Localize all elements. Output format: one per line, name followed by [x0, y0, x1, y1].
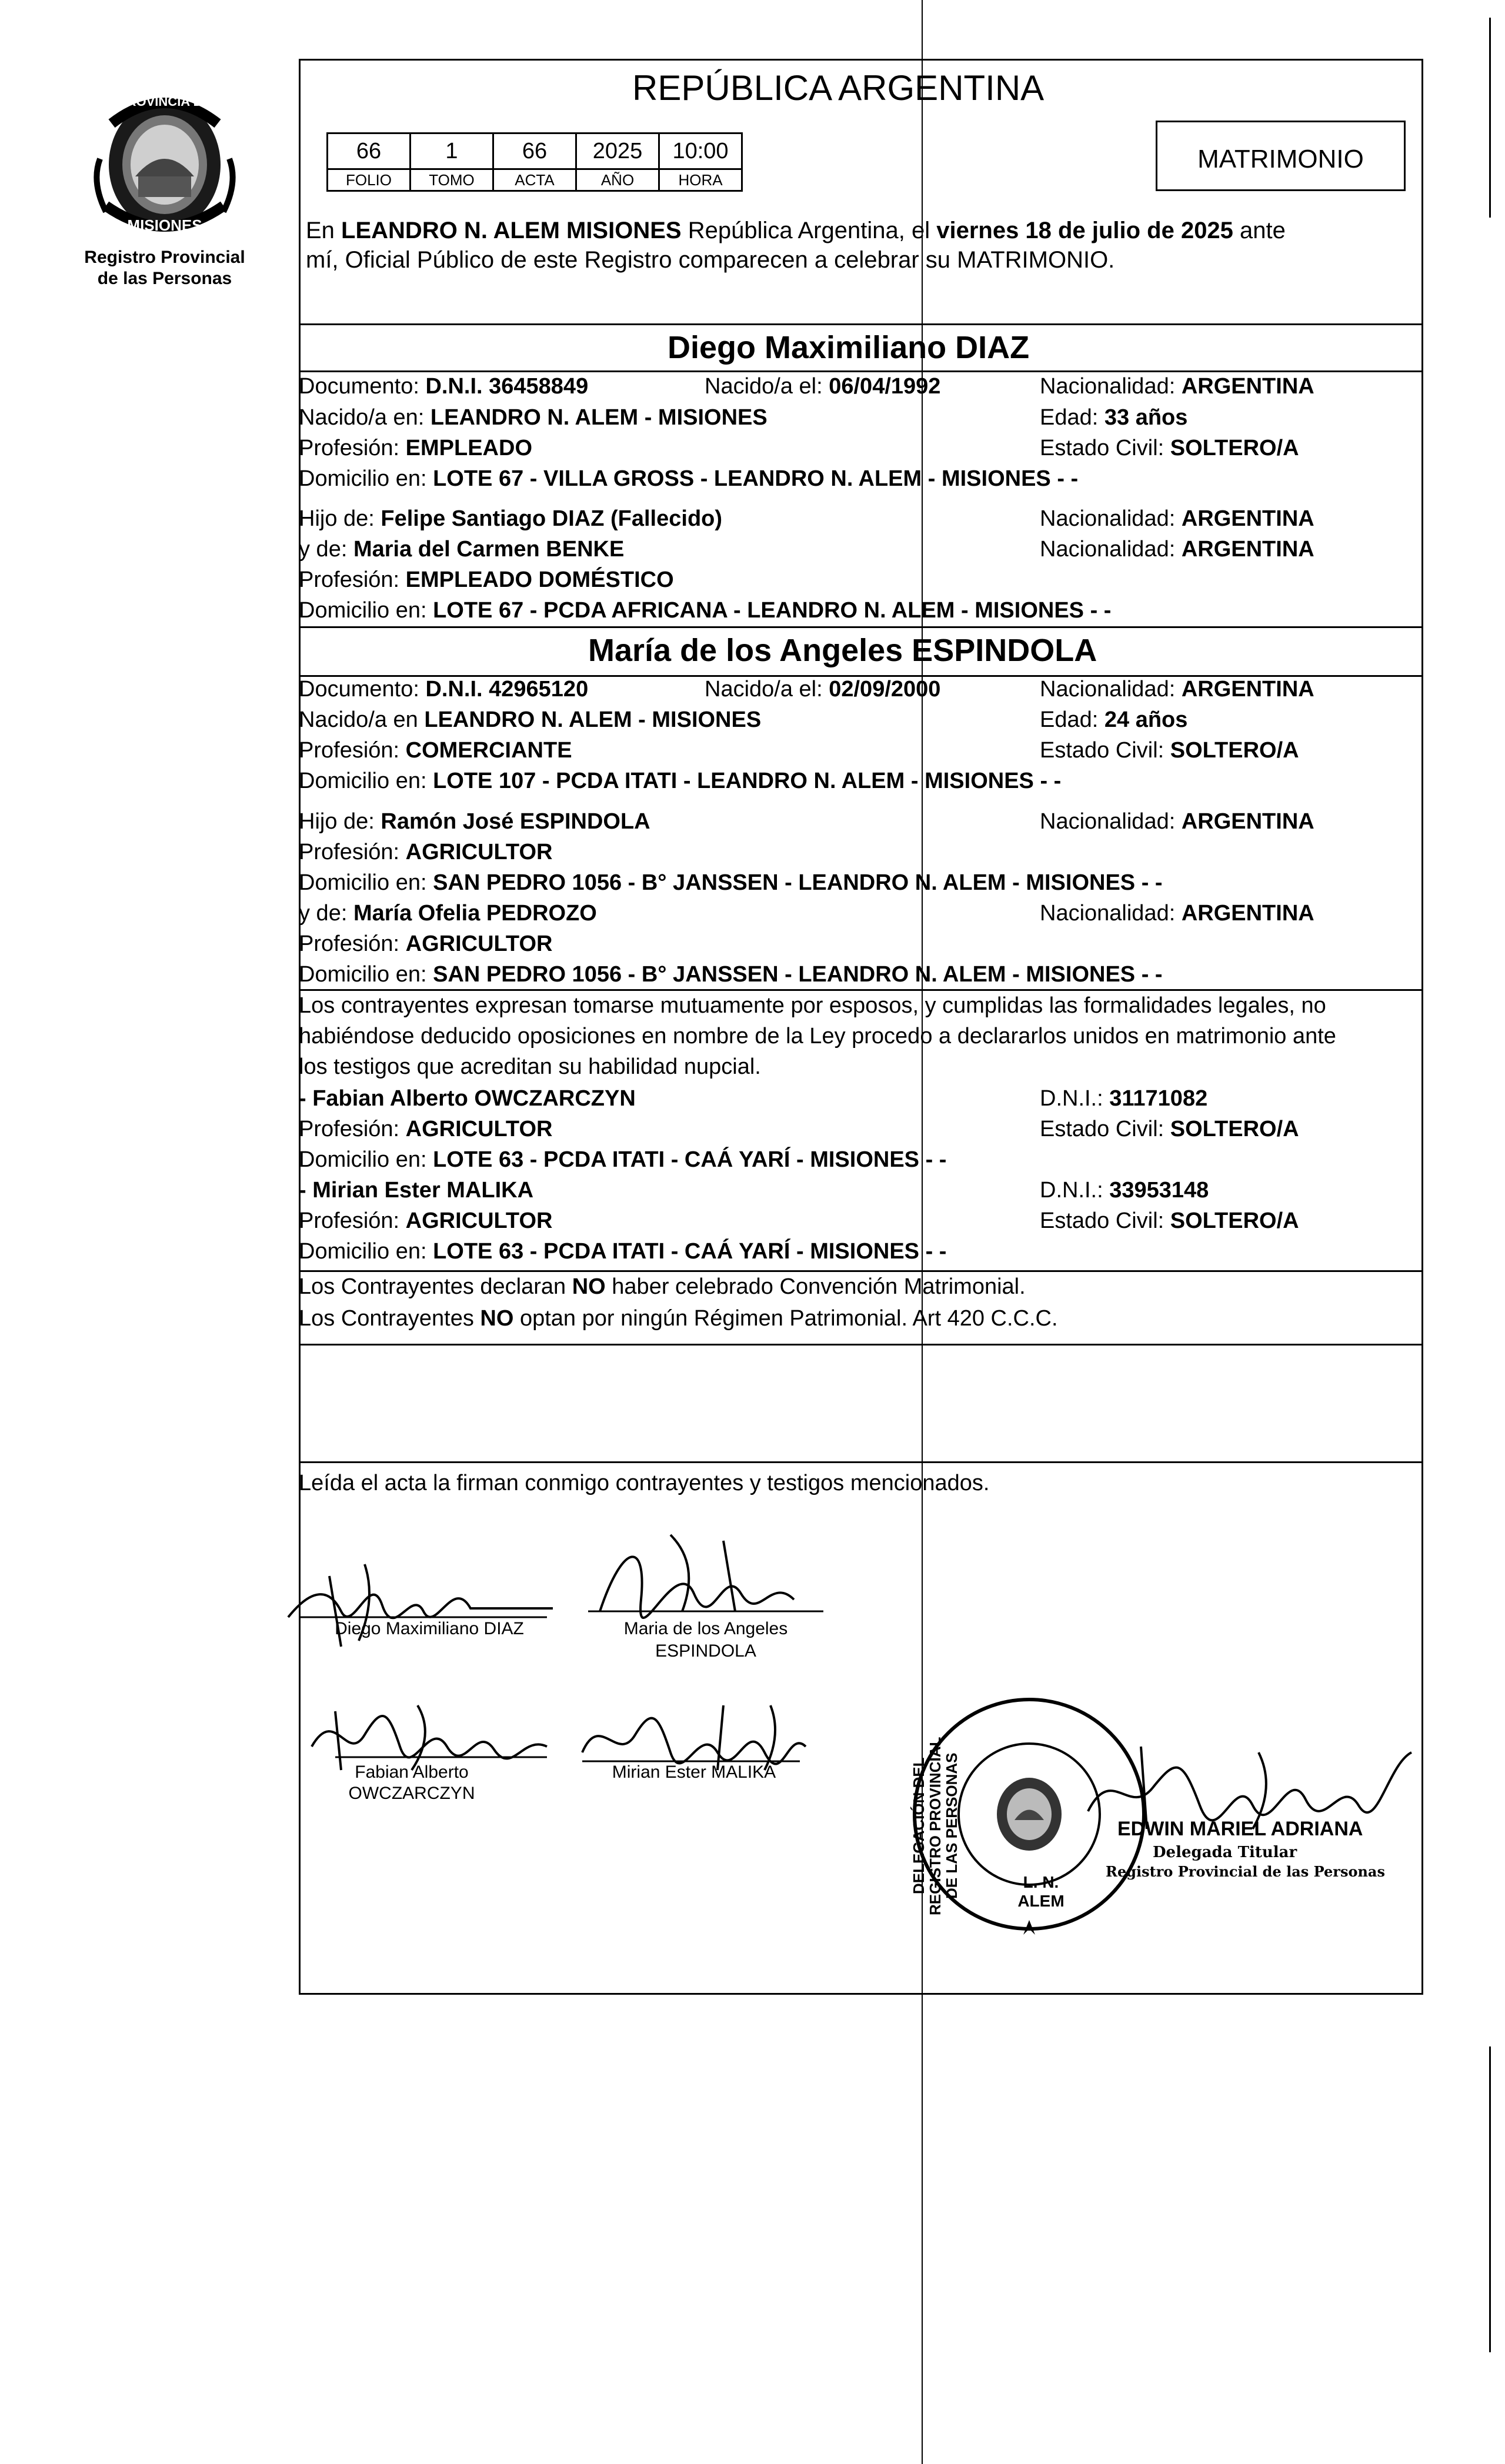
witness2-signature-caption: Mirian Ester MALIKA: [612, 1762, 776, 1782]
acta-value: 66: [493, 133, 576, 169]
groom-signature-caption: Diego Maximiliano DIAZ: [335, 1619, 524, 1638]
bride-document: Documento: D.N.I. 42965120: [299, 677, 589, 702]
bride-address: Domicilio en: LOTE 107 - PCDA ITATI - LEANDRO N. ALEM - MISIONES - -: [299, 769, 1062, 793]
bride-birthplace: Nacido/a en LEANDRO N. ALEM - MISIONES: [299, 707, 762, 732]
closing-text: Leída el acta la firman conmigo contrayentes y testigos mencionados.: [299, 1471, 990, 1495]
registry-table: [326, 132, 743, 192]
witness1-dni: D.N.I.: 31171082: [1040, 1086, 1208, 1111]
rule-after-intro: [299, 323, 1423, 325]
stamp-ring-text: DELEGACIÓN DEL REGISTRO PROVINCIAL DE LAS PERSONAS: [910, 1737, 960, 1915]
groom-birthdate: Nacido/a el: 06/04/1992: [705, 374, 941, 399]
org-name-line2: de las Personas: [97, 269, 232, 288]
fold-line: [922, 0, 923, 2464]
groom-birthplace: Nacido/a en: LEANDRO N. ALEM - MISIONES: [299, 405, 767, 430]
rule-after-regime: [299, 1344, 1423, 1345]
stamp-center-text: L. N. ALEM: [1017, 1873, 1064, 1910]
intro-line2: mí, Oficial Público de este Registro comparecen a celebrar su MATRIMONIO.: [306, 247, 1115, 273]
groom-civil-status: Estado Civil: SOLTERO/A: [1040, 436, 1299, 460]
bride-father: Hijo de: Ramón José ESPINDOLA: [299, 809, 650, 834]
bride-nationality: Nacionalidad: ARGENTINA: [1040, 677, 1314, 702]
officer-org: Registro Provincial de las Personas: [1106, 1863, 1385, 1880]
bride-mother-address: Domicilio en: SAN PEDRO 1056 - B° JANSSEN - LEANDRO N. ALEM - MISIONES - -: [299, 962, 1163, 987]
regime-line1: Los Contrayentes declaran NO haber celebrado Convención Matrimonial.: [299, 1274, 1026, 1299]
groom-father: Hijo de: Felipe Santiago DIAZ (Fallecido): [299, 506, 723, 531]
witness2-dni: D.N.I.: 33953148: [1040, 1178, 1209, 1203]
rule-before-bride: [299, 626, 1423, 628]
bride-signature-caption-line2: ESPINDOLA: [655, 1641, 756, 1661]
folio-value: 66: [328, 133, 411, 169]
doc-type-box: [1156, 121, 1406, 191]
witness1-signature-caption-line2: OWCZARCZYN: [348, 1784, 475, 1803]
groom-father-nationality: Nacionalidad: ARGENTINA: [1040, 506, 1314, 531]
bride-mother-profession: Profesión: AGRICULTOR: [299, 931, 553, 956]
bride-father-nationality: Nacionalidad: ARGENTINA: [1040, 809, 1314, 834]
witness1-name: - Fabian Alberto OWCZARCZYN: [299, 1086, 636, 1111]
rule-before-regime: [299, 1270, 1423, 1272]
witness2-profession: Profesión: AGRICULTOR: [299, 1208, 553, 1233]
province-seal: [88, 88, 241, 247]
rule-after-groom-name: [299, 370, 1423, 372]
tomo-value: 1: [411, 133, 493, 169]
witness2-name: - Mirian Ester MALIKA: [299, 1178, 534, 1203]
bride-name: María de los Angeles ESPINDOLA: [588, 633, 1097, 668]
year-value: 2025: [576, 133, 659, 169]
witness1-profession: Profesión: AGRICULTOR: [299, 1117, 553, 1141]
groom-parents-address: Domicilio en: LOTE 67 - PCDA AFRICANA - LEANDRO N. ALEM - MISIONES - -: [299, 598, 1112, 623]
intro-line1: En LEANDRO N. ALEM MISIONES República Argentina, el viernes 18 de julio de 2025 ante: [306, 218, 1286, 243]
declaration-line3: los testigos que acreditan su habilidad nupcial.: [299, 1054, 761, 1079]
witness2-civil-status: Estado Civil: SOLTERO/A: [1040, 1208, 1299, 1233]
declaration-line2: habiéndose deducido oposiciones en nombre de la Ley procedo a declararlos unidos en matrimonio ante: [299, 1024, 1336, 1049]
bride-civil-status: Estado Civil: SOLTERO/A: [1040, 738, 1299, 763]
seal-top-text: PROVINCIA DE: [118, 94, 212, 109]
seal-bottom-text: MISIONES: [127, 216, 202, 234]
groom-nationality: Nacionalidad: ARGENTINA: [1040, 374, 1314, 399]
acta-label: ACTA: [493, 169, 576, 191]
groom-mother-nationality: Nacionalidad: ARGENTINA: [1040, 537, 1314, 562]
groom-age: Edad: 33 años: [1040, 405, 1188, 430]
regime-line2: Los Contrayentes NO optan por ningún Régimen Patrimonial. Art 420 C.C.C.: [299, 1306, 1058, 1331]
edge-mark-bottom: [1489, 2046, 1491, 2352]
officer-name: EDWIN MARIEL ADRIANA: [1117, 1818, 1363, 1840]
witness1-signature-caption-line1: Fabian Alberto: [355, 1762, 469, 1782]
officer-title: Delegada Titular: [1153, 1844, 1297, 1861]
witness1-address: Domicilio en: LOTE 63 - PCDA ITATI - CAÁ YARÍ - MISIONES - -: [299, 1147, 947, 1172]
rule-before-declaration: [299, 989, 1423, 991]
bride-mother: y de: María Ofelia PEDROZO: [299, 901, 597, 926]
groom-address: Domicilio en: LOTE 67 - VILLA GROSS - LEANDRO N. ALEM - MISIONES - -: [299, 466, 1079, 491]
year-label: AÑO: [576, 169, 659, 191]
edge-mark-top: [1489, 18, 1491, 218]
hour-label: HORA: [659, 169, 742, 191]
groom-name: Diego Maximiliano DIAZ: [668, 330, 1030, 365]
doc-type-label: MATRIMONIO: [1197, 145, 1364, 173]
witness1-civil-status: Estado Civil: SOLTERO/A: [1040, 1117, 1299, 1141]
bride-father-profession: Profesión: AGRICULTOR: [299, 840, 553, 864]
bride-birthdate: Nacido/a el: 02/09/2000: [705, 677, 941, 702]
org-name-line1: Registro Provincial: [84, 248, 245, 267]
witness2-address: Domicilio en: LOTE 63 - PCDA ITATI - CAÁ YARÍ - MISIONES - -: [299, 1239, 947, 1264]
tomo-label: TOMO: [411, 169, 493, 191]
bride-signature-caption-line1: Maria de los Angeles: [623, 1619, 788, 1638]
bride-signature-icon: [582, 1529, 829, 1629]
declaration-line1: Los contrayentes expresan tomarse mutuamente por esposos, y cumplidas las formalidades legales, no: [299, 993, 1326, 1018]
bride-father-address: Domicilio en: SAN PEDRO 1056 - B° JANSSEN - LEANDRO N. ALEM - MISIONES - -: [299, 870, 1163, 895]
groom-profession: Profesión: EMPLEADO: [299, 436, 533, 460]
bride-age: Edad: 24 años: [1040, 707, 1188, 732]
rule-before-closing: [299, 1461, 1423, 1463]
hour-value: 10:00: [659, 133, 742, 169]
bride-mother-nationality: Nacionalidad: ARGENTINA: [1040, 901, 1314, 926]
groom-document: Documento: D.N.I. 36458849: [299, 374, 589, 399]
folio-label: FOLIO: [328, 169, 411, 191]
groom-mother: y de: Maria del Carmen BENKE: [299, 537, 625, 562]
groom-parents-profession: Profesión: EMPLEADO DOMÉSTICO: [299, 567, 674, 592]
bride-profession: Profesión: COMERCIANTE: [299, 738, 572, 763]
country-title: REPÚBLICA ARGENTINA: [632, 68, 1045, 108]
